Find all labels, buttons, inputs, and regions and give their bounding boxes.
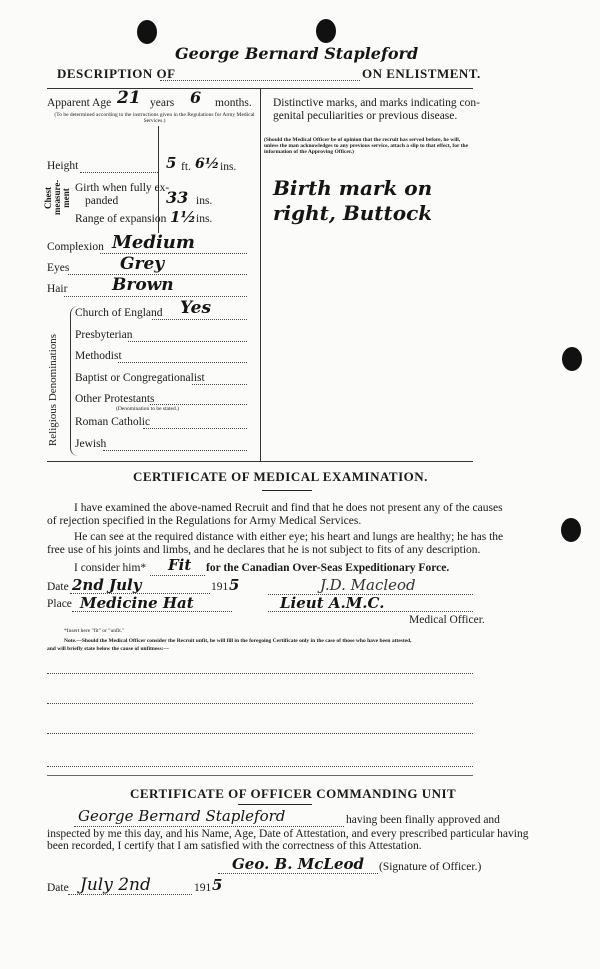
date-label: Date xyxy=(47,581,69,593)
months-label: months. xyxy=(215,97,252,109)
medical-paragraph-1: I have examined the above-named Recruit and find that he does not present any of the causes xyxy=(74,502,503,514)
signature-label: (Signature of Officer.) xyxy=(379,861,482,873)
consider-label: I consider him* xyxy=(74,562,147,574)
girth-label: Girth when fully ex- xyxy=(75,182,170,194)
eyes-label: Eyes xyxy=(47,262,70,274)
commanding-line-3: been recorded, I certify that I am satisfied with the correctness of this Attestation. xyxy=(47,840,422,852)
punch-hole xyxy=(316,19,336,43)
marks-value-2: right, Buttock xyxy=(273,201,433,225)
ins-label: ins. xyxy=(220,161,237,173)
commanding-date: July 2nd xyxy=(80,875,151,895)
complexion-label: Complexion xyxy=(47,241,104,253)
religion-presbyterian: Presbyterian xyxy=(75,329,133,341)
marks-heading-2: genital peculiarities or previous disease. xyxy=(273,110,458,122)
insert-note: *Insert here "fit" or "unfit." xyxy=(64,628,125,634)
medical-paragraph-1b: of rejection specified in the Regulations for Army Medical Services. xyxy=(47,515,362,527)
force-label: for the Canadian Over-Seas Expeditionary Force. xyxy=(206,562,450,574)
girth-label2: panded xyxy=(85,195,119,207)
punch-hole xyxy=(562,347,582,371)
range-label: Range of expansion xyxy=(75,213,167,225)
marks-note: (Should the Medical Officer be of opinion that the recruit has served before, he will, unless the man acknowledges to any previous service, attach a slip to that effect, for the information of the Approving Officer.) xyxy=(264,137,469,155)
religion-jewish: Jewish xyxy=(75,438,107,450)
year-suffix: 5 xyxy=(229,576,240,594)
age-years: 21 xyxy=(117,88,141,108)
religion-church-of-england: Church of England xyxy=(75,307,163,319)
commanding-recruit-name: George Bernard Stapleford xyxy=(78,807,286,825)
age-label: Apparent Age xyxy=(47,97,112,109)
recruit-name: George Bernard Stapleford xyxy=(175,44,419,63)
medical-certificate-title: CERTIFICATE OF MEDICAL EXAMINATION. xyxy=(133,469,428,484)
marks-value: Birth mark on xyxy=(273,176,433,200)
other-protestants-note: (Denomination to be stated.) xyxy=(116,406,179,412)
exam-date: 2nd July xyxy=(72,576,142,594)
commanding-year-suffix: 5 xyxy=(212,876,223,894)
hair-label: Hair xyxy=(47,283,68,295)
commanding-officer-signature: Geo. B. McLeod xyxy=(232,855,364,873)
unfit-note-2: and will briefly state below the cause of unfitness:— xyxy=(47,646,169,652)
medical-officer-label: Medical Officer. xyxy=(409,614,485,626)
religion-church-of-england-value: Yes xyxy=(180,298,212,318)
commanding-certificate-title: CERTIFICATE OF OFFICER COMMANDING UNIT xyxy=(130,786,457,801)
punch-hole xyxy=(561,518,581,542)
commanding-line-1: having been finally approved and xyxy=(346,814,500,826)
unfit-note: Note.—Should the Medical Officer consider the Recruit unfit, he will fill in the foregoing Certificate only in the case of those who have been attested, xyxy=(64,638,412,644)
fitness-value: Fit xyxy=(168,556,192,574)
range-unit: ins. xyxy=(196,213,213,225)
age-months: 6 xyxy=(190,88,202,107)
medical-paragraph-2: He can see at the required distance with either eye; his heart and lungs are healthy; he has the xyxy=(74,531,504,543)
commanding-date-label: Date xyxy=(47,882,69,894)
religion-other-protestants: Other Protestants xyxy=(75,393,155,405)
years-label: years xyxy=(150,97,175,109)
year-prefix: 191 xyxy=(211,581,229,593)
height-ins: 6½ xyxy=(195,156,220,172)
religion-methodist: Methodist xyxy=(75,350,122,362)
chest-group-label: Chest measure-ment xyxy=(43,179,71,215)
religion-group-label: Religious Denominations xyxy=(47,333,59,447)
complexion-value: Medium xyxy=(112,232,195,253)
marks-heading: Distinctive marks, and marks indicating con- xyxy=(273,97,480,109)
header-prefix: DESCRIPTION OF xyxy=(57,66,176,81)
ft-label: ft. xyxy=(181,161,191,173)
age-note: (To be determined according to the instructions given in the Regulations for Army Medical Services.) xyxy=(54,112,255,124)
girth-value: 33 xyxy=(166,188,189,207)
exam-place: Medicine Hat xyxy=(80,594,194,612)
commanding-year-prefix: 191 xyxy=(194,882,212,894)
punch-hole xyxy=(137,20,157,44)
header-suffix: ON ENLISTMENT. xyxy=(362,66,481,81)
eyes-value: Grey xyxy=(120,254,165,274)
place-label: Place xyxy=(47,598,72,610)
commanding-line-2: inspected by me this day, and his Name, Age, Date of Attestation, and every prescribed particular having xyxy=(47,828,529,840)
medical-officer-rank: Lieut A.M.C. xyxy=(280,594,385,612)
girth-unit: ins. xyxy=(196,195,213,207)
religion-roman-catholic: Roman Catholic xyxy=(75,416,151,428)
hair-value: Brown xyxy=(112,275,174,295)
height-label: Height xyxy=(47,160,79,172)
medical-officer-signature: J.D. Macleod xyxy=(320,576,416,594)
medical-paragraph-2b: free use of his joints and limbs, and he declares that he is not subject to fits of any description. xyxy=(47,544,481,556)
height-ft: 5 xyxy=(166,154,177,172)
range-value: 1½ xyxy=(170,208,197,226)
religion-baptist: Baptist or Congregationalist xyxy=(75,372,205,384)
